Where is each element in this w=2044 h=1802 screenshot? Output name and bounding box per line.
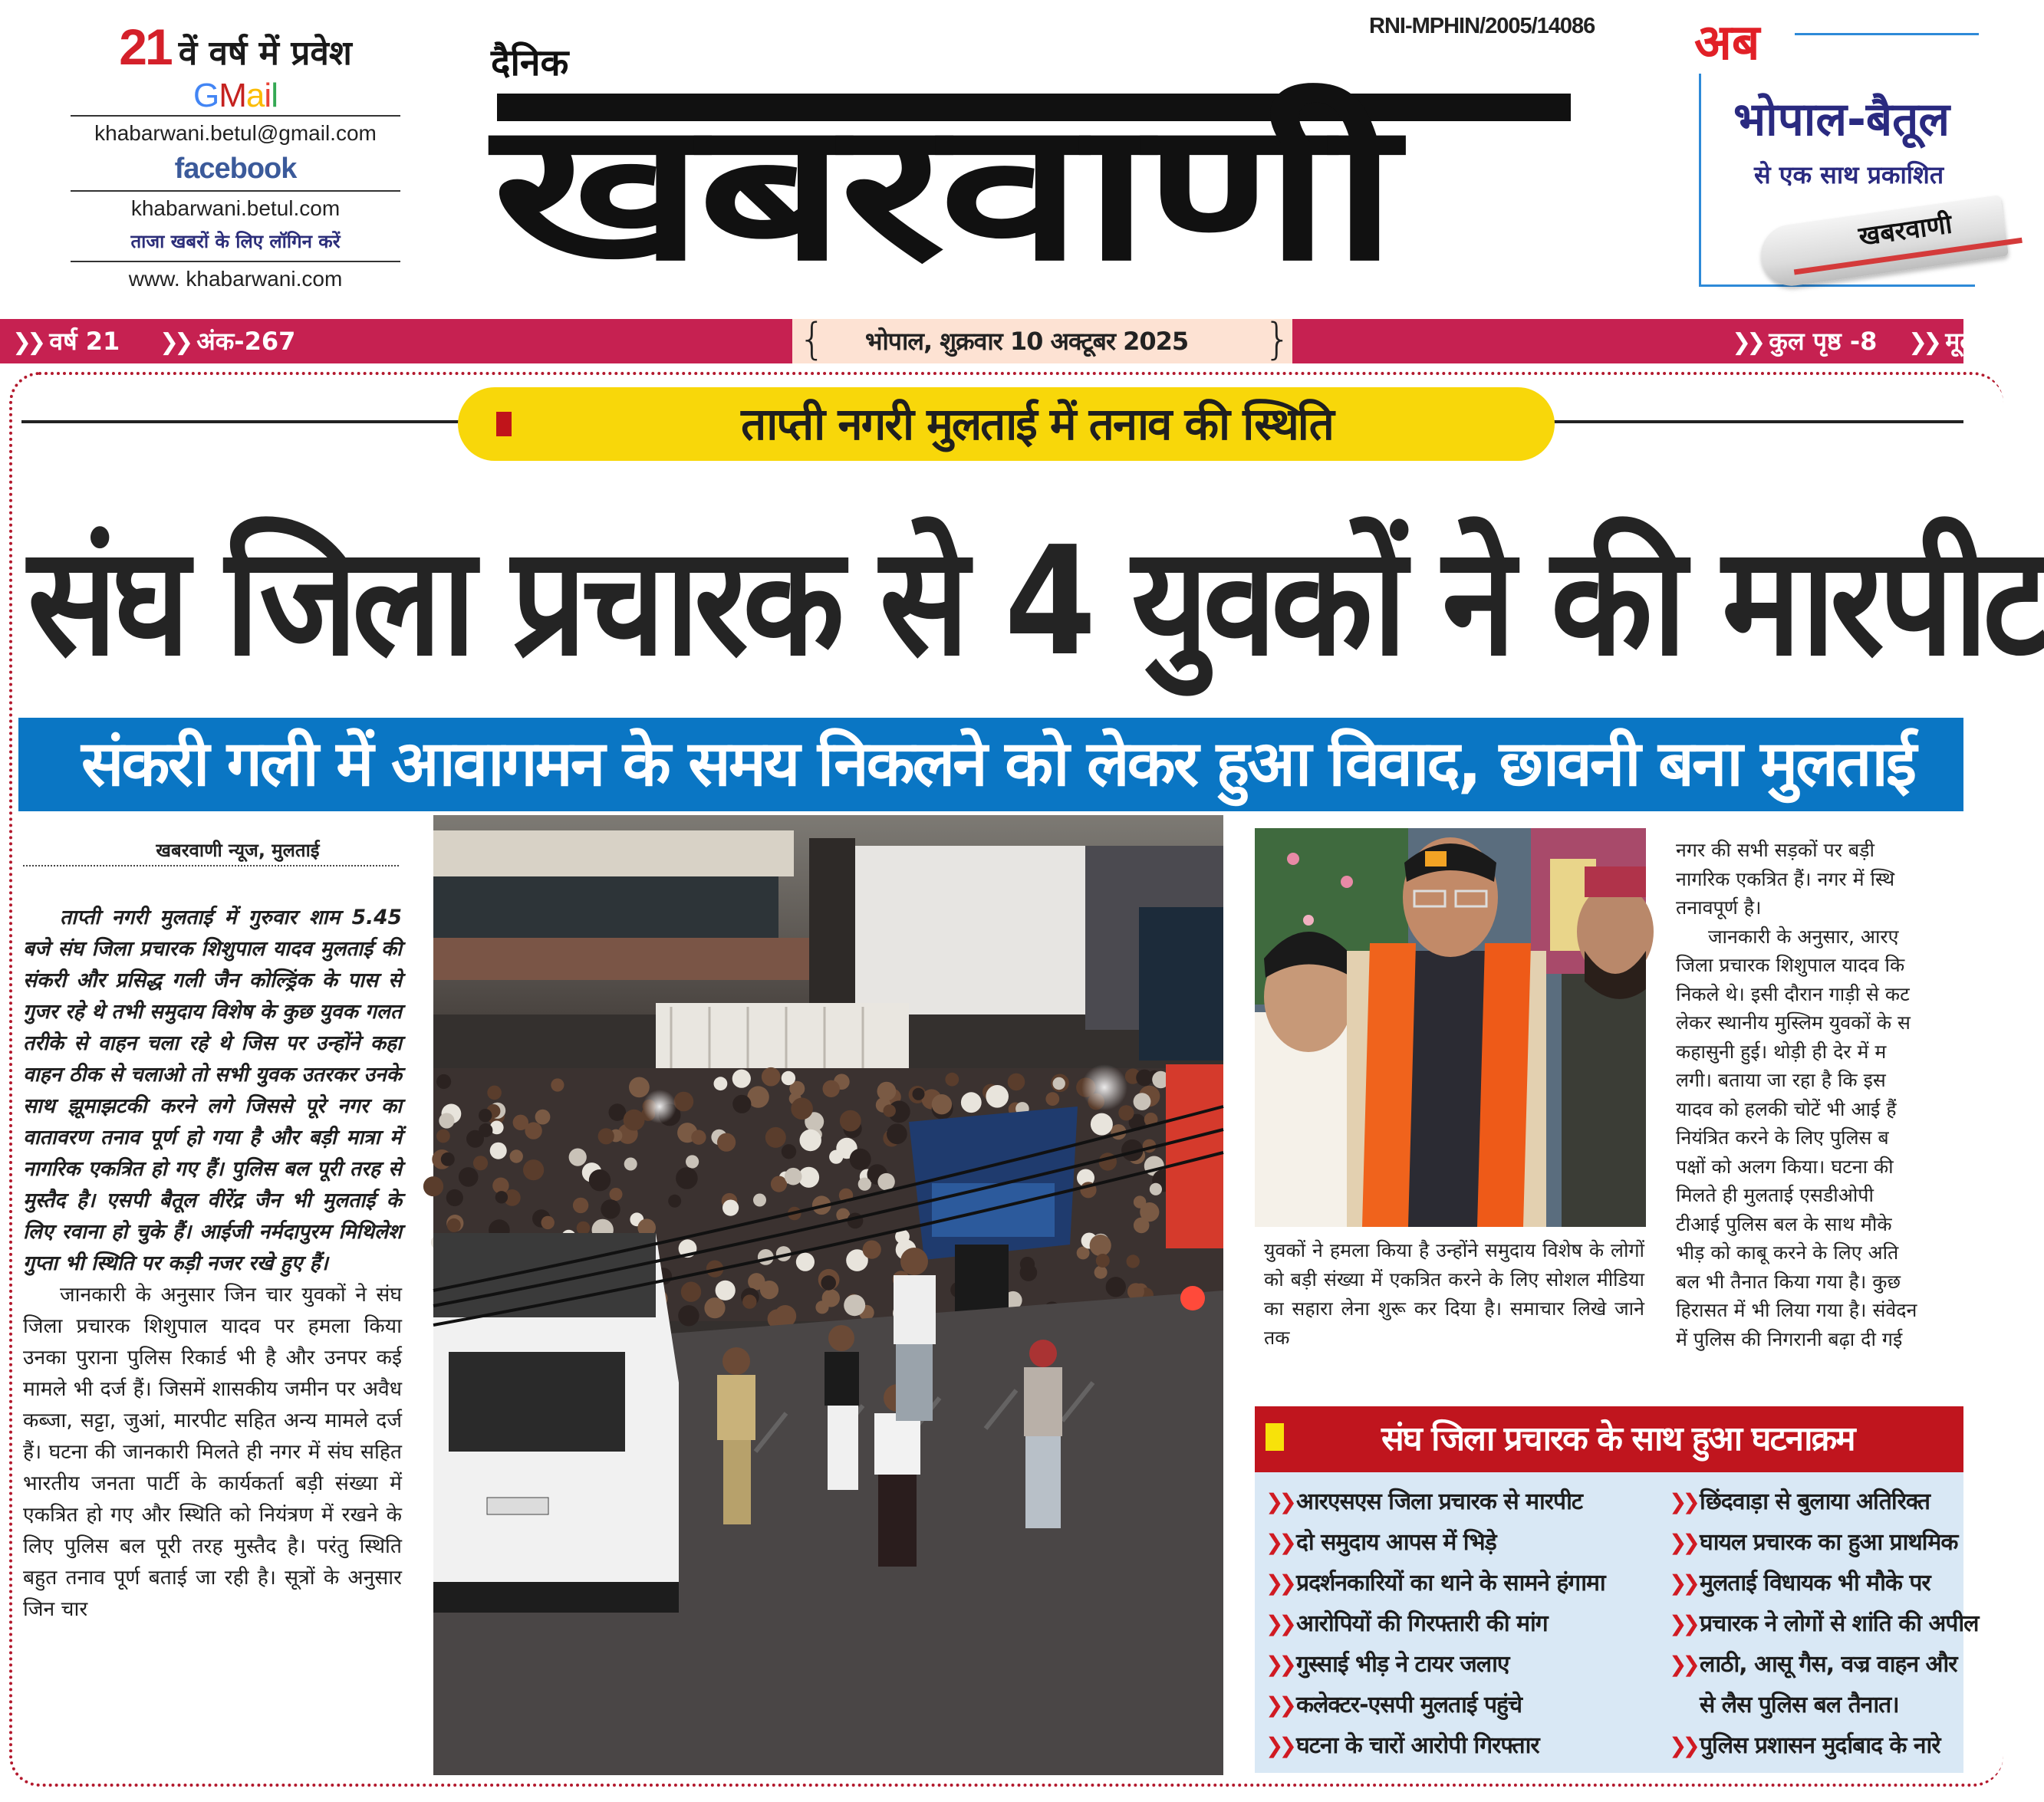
byline: खबरवाणी न्यूज, मुलताई bbox=[156, 840, 320, 861]
facebook-page-link[interactable]: khabarwani.betul.com bbox=[130, 196, 341, 220]
column-line: बल भी तैनात किया गया है। कुछ bbox=[1676, 1270, 1901, 1293]
issue-label: ❯❯ अंक-267 bbox=[160, 327, 296, 356]
crowd-figure bbox=[840, 1110, 861, 1132]
edition-promo bbox=[1694, 14, 1975, 290]
chevron-right-icon: ❯❯ bbox=[1669, 1570, 1696, 1596]
crowd-figure bbox=[1134, 1093, 1151, 1110]
crowd-figure bbox=[1127, 1254, 1140, 1268]
list-item: ❯❯ घटना के चारों आरोपी गिरफ्तार bbox=[1266, 1725, 1605, 1766]
crowd-figure bbox=[1045, 1092, 1059, 1106]
crowd-figure bbox=[704, 1297, 725, 1318]
crowd-figure bbox=[844, 1294, 865, 1316]
crowd-figure bbox=[913, 1088, 925, 1100]
crowd-figure bbox=[1096, 1254, 1110, 1268]
crowd-figure bbox=[609, 1103, 627, 1121]
crowd-figure bbox=[1134, 1218, 1150, 1234]
crowd-figure bbox=[762, 1067, 781, 1087]
crowd-figure bbox=[823, 1080, 840, 1097]
crowd-figure bbox=[598, 1128, 614, 1144]
list-item: ❯❯ प्रचारक ने लोगों से शांति की अपील bbox=[1669, 1603, 1979, 1644]
rolled-paper-title: खबरवाणी bbox=[1856, 209, 1954, 253]
crowd-figure bbox=[523, 1159, 544, 1180]
crowd-figure bbox=[674, 1092, 694, 1112]
chevron-right-icon: ❯❯ bbox=[1266, 1489, 1292, 1514]
crowd-figure bbox=[495, 1191, 508, 1203]
crowd-figure bbox=[577, 1222, 591, 1235]
timeline-box bbox=[1255, 1406, 1979, 1773]
crowd-figure bbox=[487, 1086, 502, 1100]
chevron-right-icon: ❯❯ bbox=[1908, 329, 1938, 356]
subheadline-text: संकरी गली में आवागमन के समय निकलने को लेकर हुआ विवाद, छावनी बना मुलताई bbox=[81, 728, 1915, 801]
list-item: ❯❯ आरोपियों की गिरफ्तारी की मांग bbox=[1266, 1603, 1605, 1644]
crowd-figure bbox=[791, 1098, 813, 1120]
crowd-figure bbox=[1150, 1183, 1162, 1195]
crowd-figure bbox=[796, 1253, 815, 1271]
column-line: पक्षों को अलग किया। घटना की bbox=[1676, 1155, 1894, 1178]
chevron-right-icon: ❯❯ bbox=[1669, 1489, 1696, 1514]
masthead-prefix: दैनिक bbox=[491, 41, 569, 84]
crowd-figure bbox=[782, 1144, 796, 1159]
story-column-left bbox=[23, 902, 402, 1625]
list-item: ❯❯ मुलताई विधायक भी मौके पर bbox=[1669, 1563, 1979, 1603]
crowd-figure bbox=[1008, 1074, 1025, 1091]
column-line: निकले थे। इसी दौरान गाड़ी से कट bbox=[1676, 982, 1910, 1005]
crowd-figure bbox=[436, 1074, 451, 1089]
timeline-box-title: संघ जिला प्रचारक के साथ हुआ घटनाक्रम bbox=[1381, 1419, 1855, 1458]
column-line: हिरासत में भी लिया गया है। संवेदन bbox=[1676, 1299, 1917, 1321]
crowd-figure bbox=[541, 1216, 555, 1229]
column-line: टीआई पुलिस बल के साथ मौके bbox=[1676, 1212, 1892, 1235]
crowd-figure bbox=[716, 1281, 736, 1301]
chevron-right-icon: ❯❯ bbox=[1266, 1733, 1292, 1758]
crowd-figure bbox=[513, 1115, 528, 1130]
list-item: ❯❯ प्रदर्शनकारियों का थाने के सामने हंगामा bbox=[1266, 1563, 1605, 1603]
kicker-text: ताप्ती नगरी मुलताई में तनाव की स्थिति bbox=[741, 398, 1333, 450]
column-line: नगर की सभी सड़कों पर बड़ी bbox=[1676, 839, 1875, 861]
crowd-figure bbox=[436, 1130, 450, 1143]
continuation-paragraph: युवकों ने हमला किया है उन्होंने समुदाय विशेष के लोगों को बड़ी संख्या में एकत्रित करने के लिए सोशल मीडिया का सहारा लेना शुरू कर दिया है। समाचार लिखे जाने तक bbox=[1264, 1239, 1644, 1349]
gmail-logo: GMail bbox=[193, 77, 278, 114]
crowd-figure bbox=[473, 1156, 488, 1170]
yellow-square-icon bbox=[1266, 1423, 1284, 1451]
crowd-figure bbox=[722, 1200, 739, 1216]
crowd-figure bbox=[1053, 1077, 1065, 1090]
crowd-figure bbox=[479, 1109, 492, 1122]
crowd-figure bbox=[877, 1082, 897, 1101]
crowd-figure bbox=[1106, 1277, 1126, 1297]
crowd-figure bbox=[765, 1127, 786, 1148]
anniversary-line bbox=[71, 18, 400, 77]
masthead-title: खबरवाणी bbox=[492, 80, 1392, 303]
lead-paragraph: ताप्ती नगरी मुलताई में गुरुवार शाम 5.45 बजे संघ जिला प्रचारक शिशुपाल यादव मुलताई की संकरी और प्रसिद्ध गली जैन कोल्ड्रिंक के पास से गुजर रहे थे तभी समुदाय विशेष के कुछ युवक गलत तरीके से वाहन चला रहे थे जिस पर उन्होंने कहा वाहन ठीक से चलाओ तो सभी युवक उतरकर उनके साथ झूमाझटकी करने लगे जिससे पूरे नगर का वातावरण तनाव पूर्ण हो गया है और बड़ी मात्रा में नागरिक एकत्रित हो गए हैं। पुलिस बल पूरी तरह से मुस्तैद है। एसपी बैतूल वीरेंद्र जैन भी मुलताई के लिए रवाना हो चुके हैं। आईजी नर्मदापुरम मिथिलेश गुप्ता भी स्थिति पर कड़ी नजर रखे हुए हैं। bbox=[23, 906, 402, 1275]
year-number: 21 bbox=[119, 18, 171, 75]
crowd-figure bbox=[760, 1281, 778, 1299]
timeline-list-right bbox=[1669, 1481, 1979, 1766]
list-item: ❯❯ कलेक्टर-एसपी मुलताई पहुंचे bbox=[1266, 1685, 1605, 1725]
column-line: तनावपूर्ण है। bbox=[1676, 896, 1762, 919]
crowd-figure bbox=[815, 1301, 828, 1314]
crowd-figure bbox=[573, 1198, 588, 1213]
crowd-figure bbox=[732, 1095, 751, 1113]
right-brace-icon: } bbox=[1264, 314, 1292, 364]
list-item: ❯❯ गुस्साई भीड़ ने टायर जलाए bbox=[1266, 1644, 1605, 1685]
crowd-figure bbox=[887, 1123, 907, 1144]
crowd-figure bbox=[717, 1133, 736, 1152]
kicker-banner bbox=[458, 387, 1555, 461]
crowd-figure bbox=[691, 1130, 706, 1145]
crowd-figure bbox=[714, 1077, 728, 1090]
list-item: ❯❯ लाठी, आसू गैस, वज्र वाहन और bbox=[1669, 1644, 1979, 1685]
crowd-figure bbox=[742, 1294, 756, 1308]
crowd-figure bbox=[439, 1113, 454, 1128]
chevron-right-icon: ❯❯ bbox=[1669, 1611, 1696, 1636]
list-item: ❯❯ छिंदवाड़ा से बुलाया अतिरिक्त bbox=[1669, 1481, 1979, 1522]
crowd-figure bbox=[601, 1199, 620, 1218]
crowd-figure bbox=[423, 1176, 443, 1196]
crowd-figure bbox=[479, 1123, 492, 1137]
crowd-figure bbox=[771, 1176, 787, 1192]
timeline-box-header bbox=[1255, 1406, 1963, 1472]
kicker-rule-right bbox=[1542, 420, 1963, 423]
crowd-figure bbox=[629, 1077, 650, 1098]
list-item: ❯❯ घायल प्रचारक का हुआ प्राथमिक bbox=[1669, 1522, 1979, 1563]
masthead-logo bbox=[492, 80, 1586, 307]
crowd-figure bbox=[459, 1167, 479, 1187]
promo-lead: अब bbox=[1691, 12, 1766, 74]
crowd-figure bbox=[678, 1305, 699, 1326]
chevron-right-icon: ❯❯ bbox=[1669, 1733, 1696, 1758]
subheadline-banner bbox=[18, 718, 1963, 811]
crowd-figure bbox=[569, 1149, 587, 1166]
crowd-figure bbox=[676, 1167, 698, 1189]
column-line: कहासुनी हुई। थोड़ी ही देर में म bbox=[1676, 1040, 1887, 1063]
crowd-figure bbox=[610, 1188, 623, 1201]
crowd-figure bbox=[510, 1149, 523, 1162]
crowd-photo bbox=[433, 815, 1223, 1775]
pracharak-photo-illustration bbox=[1255, 828, 1646, 1227]
list-item: ❯❯ पुलिस प्रशासन मुर्दाबाद के नारे bbox=[1669, 1725, 1979, 1766]
promo-subtitle: से एक साथ प्रकाशित bbox=[1754, 160, 1944, 189]
crowd-figure bbox=[624, 1110, 645, 1131]
crowd-figure bbox=[961, 1092, 982, 1113]
crowd-figure bbox=[945, 1073, 959, 1087]
year-text: वें वर्ष में प्रवेश bbox=[178, 34, 352, 73]
chevron-right-icon: ❯❯ bbox=[1266, 1530, 1292, 1555]
divider bbox=[71, 190, 400, 192]
column-line: यादव को हलकी चोटें भी आई हैं bbox=[1676, 1097, 1897, 1120]
crowd-figure bbox=[800, 1130, 821, 1151]
subscription-info-box bbox=[71, 18, 400, 294]
crowd-figure bbox=[1134, 1195, 1146, 1208]
website-link[interactable]: www. khabarwani.com bbox=[128, 267, 343, 291]
crowd-figure bbox=[1118, 1105, 1134, 1120]
crowd-figure bbox=[589, 1169, 611, 1191]
column-line: जानकारी के अनुसार, आरए bbox=[1708, 925, 1899, 948]
chevron-right-icon: ❯❯ bbox=[1266, 1611, 1292, 1636]
crowd-figure bbox=[1020, 1257, 1035, 1271]
crowd-figure bbox=[686, 1155, 699, 1168]
chevron-right-icon: ❯❯ bbox=[1669, 1530, 1696, 1555]
column-line: लेकर स्थानीय मुस्लिम युवकों के स bbox=[1676, 1011, 1911, 1034]
column-line: भीड़ को काबू करने के लिए अति bbox=[1676, 1241, 1899, 1264]
crowd-figure bbox=[447, 1218, 461, 1232]
story-column-right bbox=[1676, 836, 1998, 1353]
page-count-label: ❯❯ कुल पृष्ठ -8 bbox=[1732, 327, 1878, 356]
list-item-continuation: से लैस पुलिस बल तैनात। bbox=[1700, 1692, 1899, 1718]
crowd-figure bbox=[551, 1078, 564, 1091]
chevron-right-icon: ❯❯ bbox=[1266, 1570, 1292, 1596]
crowd-figure bbox=[785, 1168, 802, 1185]
crowd-figure bbox=[446, 1189, 463, 1206]
crowd-figure bbox=[753, 1194, 766, 1207]
kicker-rule-left bbox=[21, 420, 466, 423]
crowd-figure bbox=[932, 1094, 952, 1114]
crowd-figure bbox=[774, 1305, 796, 1327]
headline bbox=[28, 491, 2044, 713]
byline-divider bbox=[23, 865, 399, 866]
crowd-figure bbox=[668, 1195, 681, 1208]
divider bbox=[71, 115, 400, 117]
crowd-figure bbox=[732, 1070, 751, 1088]
chevron-right-icon: ❯❯ bbox=[1669, 1652, 1696, 1677]
login-prompt: ताजा खबरों के लिए लॉगिन करें bbox=[130, 231, 341, 252]
crowd-figure bbox=[490, 1143, 507, 1159]
crowd-figure bbox=[1090, 1235, 1111, 1256]
crowd-figure bbox=[1136, 1070, 1153, 1087]
crowd-photo-illustration bbox=[433, 815, 1223, 1775]
crowd-figure bbox=[535, 1110, 551, 1125]
crowd-figure bbox=[624, 1158, 637, 1171]
crowd-figure bbox=[1091, 1113, 1113, 1136]
column-line: नागरिक एकत्रित हैं। नगर में स्थि bbox=[1676, 867, 1895, 890]
column-line: जिला प्रचारक शिशुपाल यादव कि bbox=[1676, 954, 1905, 976]
chevron-right-icon: ❯❯ bbox=[1266, 1652, 1292, 1677]
list-item: ❯❯ दो समुदाय आपस में भिड़े bbox=[1266, 1522, 1605, 1563]
column-line: लगी। बताया जा रहा है कि इस bbox=[1676, 1069, 1886, 1091]
crowd-figure bbox=[441, 1153, 455, 1166]
column-line: में पुलिस की निगरानी बढ़ा दी गई bbox=[1676, 1327, 1903, 1350]
crowd-figure bbox=[884, 1104, 896, 1116]
crowd-figure bbox=[681, 1282, 701, 1302]
date-box bbox=[792, 314, 1292, 364]
crowd-figure bbox=[850, 1149, 871, 1170]
pracharak-photo bbox=[1255, 828, 1646, 1227]
crowd-figure bbox=[858, 1178, 871, 1191]
chevron-right-icon: ❯❯ bbox=[1266, 1692, 1292, 1718]
facebook-logo: facebook bbox=[174, 153, 297, 185]
column-line: मिलते ही मुलताई एसडीओपी bbox=[1676, 1184, 1874, 1206]
price-label: ❯❯ मूल्य bbox=[1908, 327, 1986, 356]
headline-text: संघ जिला प्रचारक से 4 युवकों ने की मारपीट bbox=[28, 515, 2044, 689]
crowd-figure bbox=[782, 1071, 795, 1085]
volume-label: ❯❯ वर्ष 21 bbox=[12, 327, 120, 356]
crowd-figure bbox=[877, 1173, 894, 1190]
promo-frame-top bbox=[1795, 33, 1979, 35]
crowd-figure bbox=[821, 1275, 836, 1291]
timeline-list-left bbox=[1266, 1481, 1605, 1766]
publication-date: भोपाल, शुक्रवार 10 अक्टूबर 2025 bbox=[865, 327, 1189, 356]
column-line: नियंत्रित करने के लिए पुलिस ब bbox=[1676, 1126, 1889, 1149]
chevron-right-icon: ❯❯ bbox=[160, 329, 189, 356]
rni-number: RNI-MPHIN/2005/14086 bbox=[1369, 14, 1595, 38]
crowd-figure bbox=[986, 1085, 1009, 1108]
crowd-figure bbox=[1094, 1266, 1108, 1279]
chevron-right-icon: ❯❯ bbox=[1732, 329, 1762, 356]
promo-cities: भोपाल-बैतूल bbox=[1733, 93, 1950, 146]
body-paragraph: जानकारी के अनुसार जिन चार युवकों ने संघ जिला प्रचारक शिशुपाल यादव पर हमला किया उनका पुराना पुलिस रिकार्ड भी है और उनपर कई मामले भी दर्ज हैं। जिसमें शासकीय जमीन पर अवैध कब्जा, सट्टा, जुआं, मारपीट सहित अन्य मामले दर्ज हैं। घटना की जानकारी मिलते ही नगर में संघ सहित भारतीय जनता पार्टी के कार्यकर्ता बड़ी संख्या में एकत्रित हो गए और स्थिति को नियंत्रण में रखने के लिए पुलिस बल पूरी तरह मुस्तैद है। परंतु स्थिति बहुत तनाव पूर्ण बताई जा रही है। सूत्रों के अनुसार जिन चार bbox=[23, 1283, 402, 1621]
divider bbox=[71, 261, 400, 262]
chevron-right-icon: ❯❯ bbox=[12, 329, 42, 356]
email-link[interactable]: khabarwani.betul@gmail.com bbox=[94, 121, 377, 145]
left-brace-icon: { bbox=[798, 314, 826, 364]
crowd-figure bbox=[863, 1241, 881, 1259]
list-item: ❯❯ आरएसएस जिला प्रचारक से मारपीट bbox=[1266, 1481, 1605, 1522]
